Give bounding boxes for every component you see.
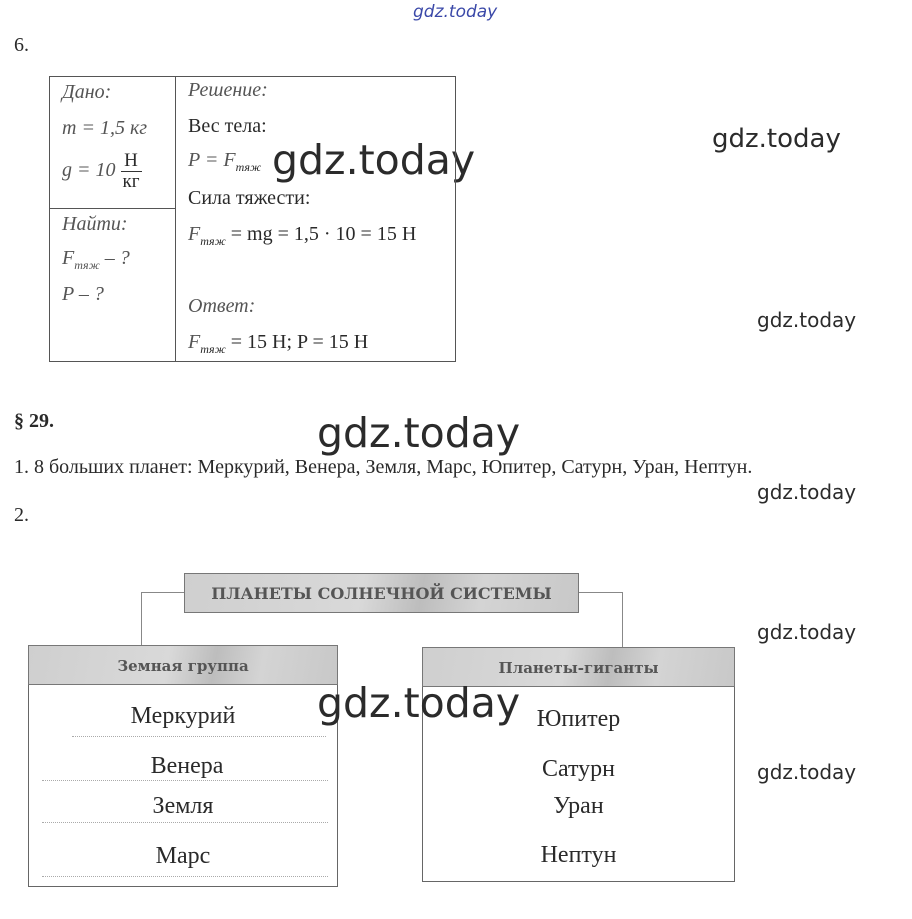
- planet-jupiter: Юпитер: [536, 706, 621, 732]
- connector-right: [578, 592, 623, 647]
- planet-mars: Марс: [155, 843, 211, 869]
- weight-formula: $P = F_{тяж}$: [188, 149, 262, 174]
- watermark: gdz.today: [272, 136, 476, 184]
- watermark: gdz.today: [757, 308, 857, 332]
- solution-heading: Решение:: [188, 79, 268, 101]
- given-solution-table: [49, 76, 456, 362]
- watermark: gdz.today: [757, 620, 857, 644]
- given-g: g = 10 $\frac{Н}{кг}$: [62, 150, 140, 192]
- planet-mercury: Меркурий: [130, 703, 236, 729]
- find-weight: P – ?: [62, 283, 104, 305]
- watermark: gdz.today: [757, 480, 857, 504]
- answer-formula: $F_{тяж} = 15$ Н; P = 15 Н: [188, 331, 369, 356]
- section-item-1: 1. 8 больших планет: Меркурий, Венера, Земля, Марс, Юпитер, Сатурн, Уран, Нептун.: [14, 456, 753, 478]
- planet-venus: Венера: [150, 753, 224, 779]
- watermark: gdz.today: [712, 124, 841, 154]
- watermark: gdz.today: [317, 409, 521, 457]
- section-item-2: 2.: [14, 504, 29, 526]
- watermark: gdz.today: [757, 760, 857, 784]
- find-gravity: $F_{тяж}$ – ?: [62, 247, 130, 272]
- diagram-main-header: ПЛАНЕТЫ СОЛНЕЧНОЙ СИСТЕМЫ: [184, 573, 579, 613]
- gravity-formula: $F_{тяж}$ = mg = 1,5 · 10 = 15 Н: [188, 223, 417, 248]
- connector-left: [141, 592, 185, 645]
- gravity-label: Сила тяжести:: [188, 187, 311, 209]
- given-mass: m = 1,5 кг: [62, 117, 148, 139]
- watermark-top: gdz.today: [413, 2, 498, 22]
- find-heading: Найти:: [62, 213, 128, 235]
- task-number: 6.: [14, 34, 29, 56]
- given-heading: Дано:: [62, 81, 112, 103]
- watermark: gdz.today: [317, 679, 521, 727]
- answer-heading: Ответ:: [188, 295, 256, 317]
- weight-label: Вес тела:: [188, 115, 267, 137]
- planet-saturn: Сатурн: [541, 756, 616, 782]
- planet-earth: Земля: [152, 793, 214, 819]
- giant-planets-header: Планеты-гиганты: [422, 647, 735, 687]
- section-title: § 29.: [14, 410, 54, 432]
- planet-uranus: Уран: [553, 793, 604, 819]
- planet-neptune: Нептун: [540, 842, 617, 868]
- terrestrial-group-header: Земная группа: [28, 645, 338, 685]
